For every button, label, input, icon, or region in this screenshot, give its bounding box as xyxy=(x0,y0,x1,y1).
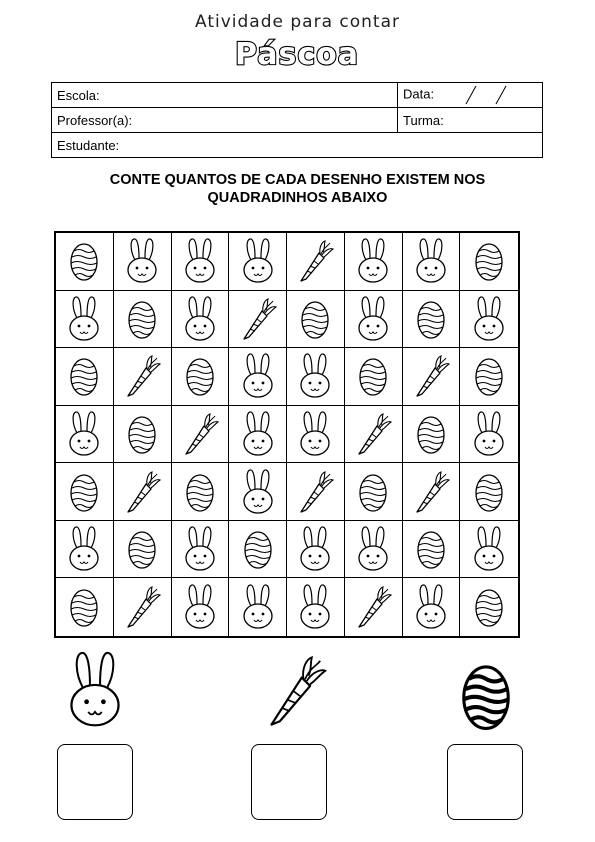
grid-cell xyxy=(345,406,403,464)
grid-cell xyxy=(287,578,345,636)
grid-cell xyxy=(56,463,114,521)
bunny-icon xyxy=(62,525,106,573)
grid-cell xyxy=(229,233,287,291)
grid-cell xyxy=(287,348,345,406)
egg-icon xyxy=(448,655,524,742)
egg-icon xyxy=(120,295,164,343)
egg-icon xyxy=(62,352,106,400)
grid-cell xyxy=(345,521,403,579)
grid-cell xyxy=(403,348,461,406)
activity-subtitle: Atividade para contar xyxy=(195,12,400,32)
egg-icon xyxy=(467,468,511,516)
bunny-icon xyxy=(236,583,280,631)
professor-label: Professor(a): xyxy=(57,112,133,128)
grid-cell xyxy=(114,233,172,291)
grid-cell xyxy=(114,578,172,636)
grid-cell xyxy=(56,348,114,406)
grid-cell xyxy=(56,233,114,291)
bunny-icon xyxy=(351,295,395,343)
grid-cell xyxy=(460,463,518,521)
grid-cell xyxy=(114,348,172,406)
grid-cell xyxy=(56,521,114,579)
egg-icon xyxy=(467,583,511,631)
grid-cell xyxy=(229,406,287,464)
egg-icon xyxy=(293,295,337,343)
grid-cell xyxy=(345,463,403,521)
egg-icon xyxy=(178,468,222,516)
carrot-icon xyxy=(409,352,453,400)
carrot-icon xyxy=(120,352,164,400)
professor-field[interactable] xyxy=(52,108,398,133)
bunny-icon xyxy=(409,237,453,285)
instruction-line-2: QUADRADINHOS ABAIXO xyxy=(207,190,388,206)
carrot-icon xyxy=(293,237,337,285)
carrot-icon xyxy=(351,410,395,458)
grid-cell xyxy=(56,291,114,349)
grid-cell xyxy=(460,406,518,464)
carrot-icon xyxy=(409,468,453,516)
grid-cell xyxy=(287,291,345,349)
carrot-icon xyxy=(351,583,395,631)
grid-cell xyxy=(172,233,230,291)
student-info-form xyxy=(51,82,543,158)
egg-icon xyxy=(351,468,395,516)
egg-icon xyxy=(120,410,164,458)
bunny-icon xyxy=(62,410,106,458)
estudante-label: Estudante: xyxy=(57,137,120,153)
bunny-icon xyxy=(467,525,511,573)
grid-cell xyxy=(172,521,230,579)
grid-cell xyxy=(345,578,403,636)
escola-label: Escola: xyxy=(57,87,100,103)
bunny-icon xyxy=(236,410,280,458)
svg-text:Páscoa: Páscoa xyxy=(235,37,359,72)
bunny-icon xyxy=(62,295,106,343)
grid-cell xyxy=(460,291,518,349)
grid-cell xyxy=(287,521,345,579)
grid-cell xyxy=(172,463,230,521)
bunny-count-box[interactable] xyxy=(57,744,133,820)
data-label: Data: xyxy=(403,86,435,102)
grid-cell xyxy=(460,233,518,291)
turma-label: Turma: xyxy=(403,112,444,128)
egg-icon xyxy=(236,525,280,573)
grid-cell xyxy=(172,291,230,349)
egg-count-box[interactable] xyxy=(447,744,523,820)
grid-cell xyxy=(114,291,172,349)
turma-field[interactable] xyxy=(398,108,543,133)
grid-cell xyxy=(56,406,114,464)
carrot-icon xyxy=(236,295,280,343)
bunny-icon xyxy=(293,583,337,631)
bunny-icon xyxy=(120,237,164,285)
egg-icon xyxy=(467,352,511,400)
bunny-icon xyxy=(58,645,132,740)
grid-cell xyxy=(229,291,287,349)
escola-field[interactable] xyxy=(52,83,398,108)
grid-cell xyxy=(287,233,345,291)
bunny-icon xyxy=(351,237,395,285)
instruction-text xyxy=(40,171,555,207)
carrot-count-box[interactable] xyxy=(251,744,327,820)
grid-cell xyxy=(345,291,403,349)
bunny-icon xyxy=(236,352,280,400)
grid-cell xyxy=(114,406,172,464)
carrot-icon xyxy=(258,645,332,742)
grid-cell xyxy=(229,463,287,521)
egg-icon xyxy=(409,525,453,573)
date-slashes xyxy=(458,84,518,106)
grid-cell xyxy=(229,348,287,406)
grid-cell xyxy=(345,233,403,291)
grid-cell xyxy=(403,291,461,349)
grid-cell xyxy=(229,578,287,636)
grid-cell xyxy=(114,463,172,521)
egg-icon xyxy=(120,525,164,573)
carrot-icon xyxy=(293,468,337,516)
bunny-icon xyxy=(467,410,511,458)
bunny-icon xyxy=(467,295,511,343)
bunny-icon xyxy=(236,237,280,285)
grid-cell xyxy=(460,521,518,579)
bunny-icon xyxy=(178,237,222,285)
grid-cell xyxy=(287,406,345,464)
bunny-icon xyxy=(351,525,395,573)
counting-grid xyxy=(54,231,520,638)
bunny-icon xyxy=(236,468,280,516)
bunny-icon xyxy=(293,352,337,400)
egg-icon xyxy=(178,352,222,400)
grid-cell xyxy=(172,348,230,406)
bunny-icon xyxy=(409,583,453,631)
egg-icon xyxy=(62,468,106,516)
grid-cell xyxy=(403,233,461,291)
carrot-icon xyxy=(120,468,164,516)
carrot-icon xyxy=(178,410,222,458)
bunny-icon xyxy=(293,410,337,458)
bunny-icon xyxy=(293,525,337,573)
grid-cell xyxy=(460,348,518,406)
page-title xyxy=(222,34,372,74)
bunny-icon xyxy=(178,295,222,343)
grid-cell xyxy=(345,348,403,406)
grid-cell xyxy=(460,578,518,636)
bunny-icon xyxy=(178,525,222,573)
egg-icon xyxy=(409,410,453,458)
instruction-line-1: CONTE QUANTOS DE CADA DESENHO EXISTEM NOS xyxy=(109,172,486,188)
grid-cell xyxy=(172,578,230,636)
grid-cell xyxy=(403,406,461,464)
grid-cell xyxy=(287,463,345,521)
grid-cell xyxy=(229,521,287,579)
egg-icon xyxy=(62,237,106,285)
data-field[interactable] xyxy=(398,83,543,108)
egg-icon xyxy=(62,583,106,631)
grid-cell xyxy=(403,521,461,579)
grid-cell xyxy=(403,463,461,521)
grid-cell xyxy=(114,521,172,579)
grid-cell xyxy=(172,406,230,464)
bunny-icon xyxy=(178,583,222,631)
egg-icon xyxy=(351,352,395,400)
egg-icon xyxy=(409,295,453,343)
carrot-icon xyxy=(120,583,164,631)
grid-cell xyxy=(403,578,461,636)
estudante-field[interactable] xyxy=(52,133,543,158)
egg-icon xyxy=(467,237,511,285)
grid-cell xyxy=(56,578,114,636)
